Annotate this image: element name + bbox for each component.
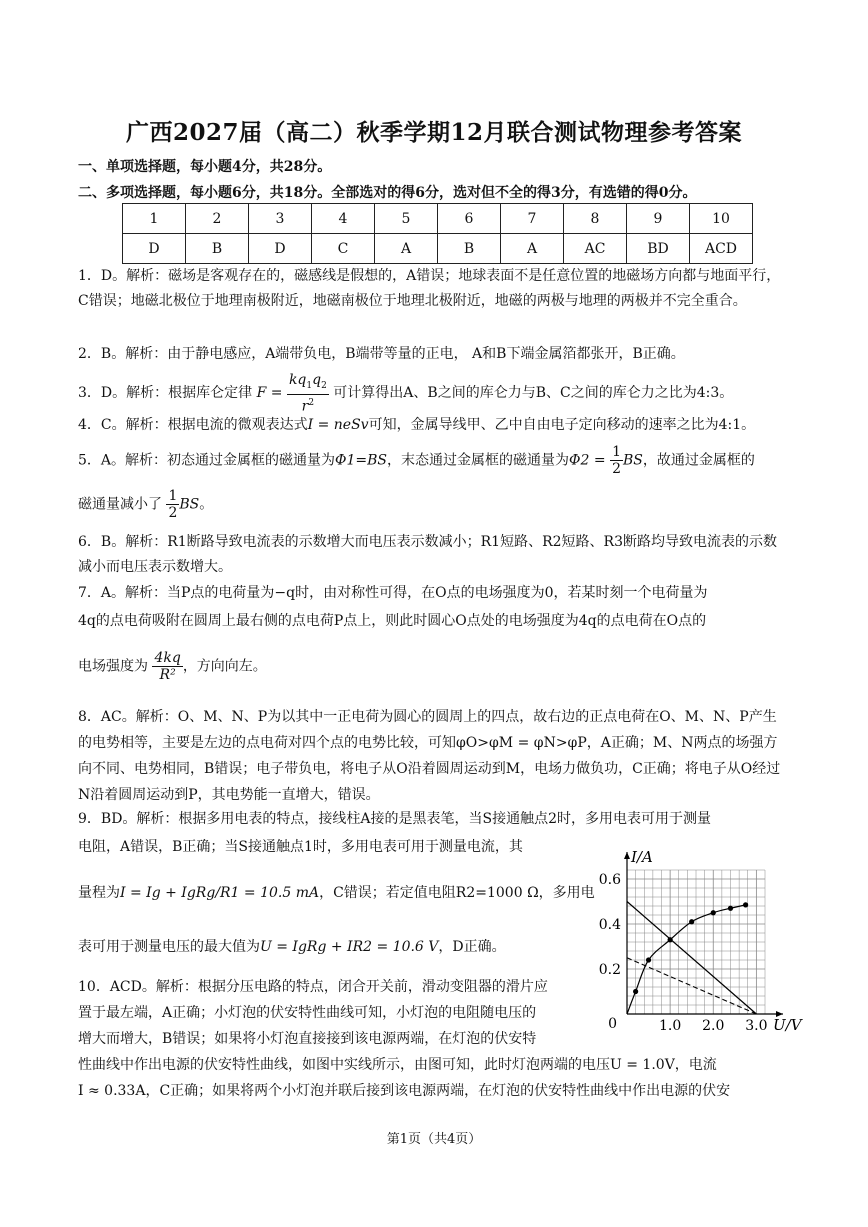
q3-explanation [78, 372, 733, 414]
x-axis-label: U/V [773, 1016, 802, 1034]
q5-text-pre: 5．A。解析：初态通过金属框的磁通量为 [78, 452, 336, 469]
q4-formula: I = neSv [307, 417, 369, 433]
question-number: 4 [312, 204, 375, 234]
q9-line3 [78, 882, 595, 902]
q7-line3-pre: 电场强度为 [78, 658, 148, 675]
x-tick-label: 3.0 [745, 1018, 768, 1034]
question-number: 9 [627, 204, 690, 234]
q5-phi1: Φ1=BS [335, 452, 388, 469]
question-number: 1 [123, 204, 186, 234]
answer-cell: ACD [690, 234, 753, 264]
q5-bs: BS [622, 452, 643, 469]
q4-text-post: 可知，金属导线甲、乙中自由电子定向移动的速率之比为4:1。 [368, 417, 756, 433]
answer-cell: AC [564, 234, 627, 264]
question-number: 10 [690, 204, 753, 234]
data-point [633, 989, 638, 994]
section-single-choice: 一、单项选择题，每小题4分，共28分。 [78, 159, 332, 175]
q9-range-formula: I = Ig + IgRg/R1 = 10.5 mA [120, 885, 320, 901]
x-tick-label: 1.0 [658, 1018, 682, 1034]
q5-line2-pre: 磁通量减小了 [78, 496, 162, 513]
q10-line4: 性曲线中作出电源的伏安特性曲线，如图中实线所示，由图可知，此时灯泡两端的电压U = 1.0V，电流 [78, 1057, 717, 1073]
q2-explanation: 2．B。解析：由于静电感应，A端带负电，B端带等量的正电， A和B下端金属箔都张开，B正确。 [78, 346, 685, 362]
y-axis-arrow [624, 852, 630, 859]
data-point [711, 910, 716, 915]
question-number: 6 [438, 204, 501, 234]
q9-voltage-formula: U = IgRg + IR2 = 10.6 V [260, 939, 439, 955]
q3-text-post: 可计算得出A、B之间的库仑力与B、C之间的库仑力之比为4:3。 [333, 385, 734, 402]
q10-line5: I ≈ 0.33A，C正确；如果将两个小灯泡并联后接到该电源两端，在灯泡的伏安特性曲线中作出电源的伏安 [78, 1083, 731, 1099]
q5-line2-post: 。 [199, 496, 214, 513]
q4-explanation [78, 414, 755, 434]
origin-label: 0 [608, 1016, 617, 1032]
source-iv-line-solid [627, 902, 756, 1015]
page-footer: 第1页（共4页） [386, 1132, 482, 1147]
q5-explanation-line1 [78, 444, 755, 477]
y-tick-label: 0.2 [598, 962, 621, 978]
data-point [743, 902, 748, 907]
section-multi-choice: 二、多项选择题，每小题6分，共18分。全部选对的得6分，选对但不全的得3分，有选错的得0分。 [78, 185, 697, 201]
answer-cell: D [249, 234, 312, 264]
y-tick-label: 0.4 [598, 917, 621, 933]
answer-table-answer-row [123, 234, 753, 264]
answer-cell: A [375, 234, 438, 264]
y-axis-label: I/A [631, 848, 653, 866]
page-title: 广西2027届（高二）秋季学期12月联合测试物理参考答案 [125, 119, 743, 146]
q10-line1: 10．ACD。解析：根据分压电路的特点，闭合开关前，滑动变阻器的滑片应 [78, 979, 548, 995]
q6-explanation: 6．B。解析：R1断路导致电流表的示数增大而电压表示数减小；R1短路、R2短路、R3断路均导致电流表的示数减小而电压表示数增大。 [78, 534, 777, 575]
q5-explanation-line2 [78, 488, 213, 521]
question-number: 8 [564, 204, 627, 234]
q7-fraction: $\frac{4kq}{\text{R²}}$ [154, 650, 181, 683]
q5-phi2: Φ2 = [569, 452, 606, 469]
q7-line2: 4q的点电荷吸附在圆周上最右侧的点电荷P点上，则此时圆心O点处的电场强度为4q的点电荷在O点的 [78, 613, 707, 629]
q9-line1: 9．BD。解析：根据多用电表的特点，接线柱A接的是黑表笔，当S接通触点2时，多用电表可用于测量 [78, 811, 712, 827]
q10-line2: 置于最左端，A正确；小灯泡的伏安特性曲线可知，小灯泡的电阻随电压的 [78, 1005, 537, 1021]
q10-line3: 增大而增大，B错误；如果将小灯泡直接接到该电源两端，在灯泡的伏安特 [78, 1031, 537, 1047]
q3-formula: F = $\frac{kq_1q_2}{r^2}$ [256, 372, 327, 415]
lamp-iv-curve [627, 905, 746, 1014]
q9-line3-post: ，C错误；若定值电阻R2=1000 Ω，多用电 [319, 885, 595, 901]
data-point [728, 906, 733, 911]
q1-explanation: 1．D。解析：磁场是客观存在的，磁感线是假想的，A错误；地球表面不是任意位置的地磁场方向都与地面平行，C错误；地磁北极位于地理南极附近，地磁南极位于地理北极附近，地磁的两极与地理的两极并不完全重合。 [78, 268, 781, 309]
answer-table [122, 203, 753, 264]
data-point [646, 957, 651, 962]
q5-bs: BS [179, 496, 200, 513]
question-number: 5 [375, 204, 438, 234]
answer-cell: C [312, 234, 375, 264]
q3-text-pre: 3．D。解析：根据库仑定律 [78, 385, 253, 402]
q7-line1: 7．A。解析：当P点的电荷量为−q时，由对称性可得，在O点的电场强度为0，若某时刻一个电荷量为 [78, 585, 708, 601]
answer-cell: B [438, 234, 501, 264]
question-number: 3 [249, 204, 312, 234]
answer-cell: D [123, 234, 186, 264]
q5-text-mid: ，末态通过金属框的磁通量为 [387, 452, 570, 469]
y-tick-label: 0.6 [598, 872, 621, 888]
q7-line3 [78, 650, 267, 683]
answer-table-number-row [123, 204, 753, 234]
q7-line3-post: ，方向向左。 [182, 658, 267, 675]
q9-line4-post: ，D正确。 [438, 939, 506, 955]
q9-line4-pre: 表可用于测量电压的最大值为 [78, 939, 260, 955]
answer-cell: B [186, 234, 249, 264]
iv-characteristic-chart [585, 838, 815, 1038]
q8-explanation: 8．AC。解析：O、M、N、P为以其中一正电荷为圆心的圆周上的四点，故右边的正点电荷在O、M、N、P产生的电势相等，主要是左边的点电荷对四个点的电势比较，可知φO>φM = φN>φP，A正确；M、N两点的场强方向不同、电势相同，B错误；电子带负电，将电子从O沿着圆周运动到M，电场力做负功，C正确；将电子从O经过N沿着圆周运动到P，其电势能一直增大，错误。 [78, 709, 781, 803]
q5-text-post: ，故通过金属框的 [642, 452, 755, 469]
q9-line4 [78, 936, 506, 956]
answer-cell: BD [627, 234, 690, 264]
answer-cell: A [501, 234, 564, 264]
question-number: 2 [186, 204, 249, 234]
q5-fraction-half: $\frac{1}{2}$ [612, 444, 621, 477]
data-point [689, 919, 694, 924]
q9-line2: 电阻，A错误，B正确；当S接通触点1时，多用电表可用于测量电流，其 [78, 839, 523, 855]
source-iv-line-dashed [627, 958, 756, 1014]
x-tick-label: 2.0 [702, 1018, 725, 1034]
q5-fraction-half: $\frac{1}{2}$ [168, 488, 178, 521]
q9-line3-pre: 量程为 [78, 885, 120, 901]
question-number: 7 [501, 204, 564, 234]
q4-text-pre: 4．C。解析：根据电流的微观表达式 [78, 417, 308, 433]
